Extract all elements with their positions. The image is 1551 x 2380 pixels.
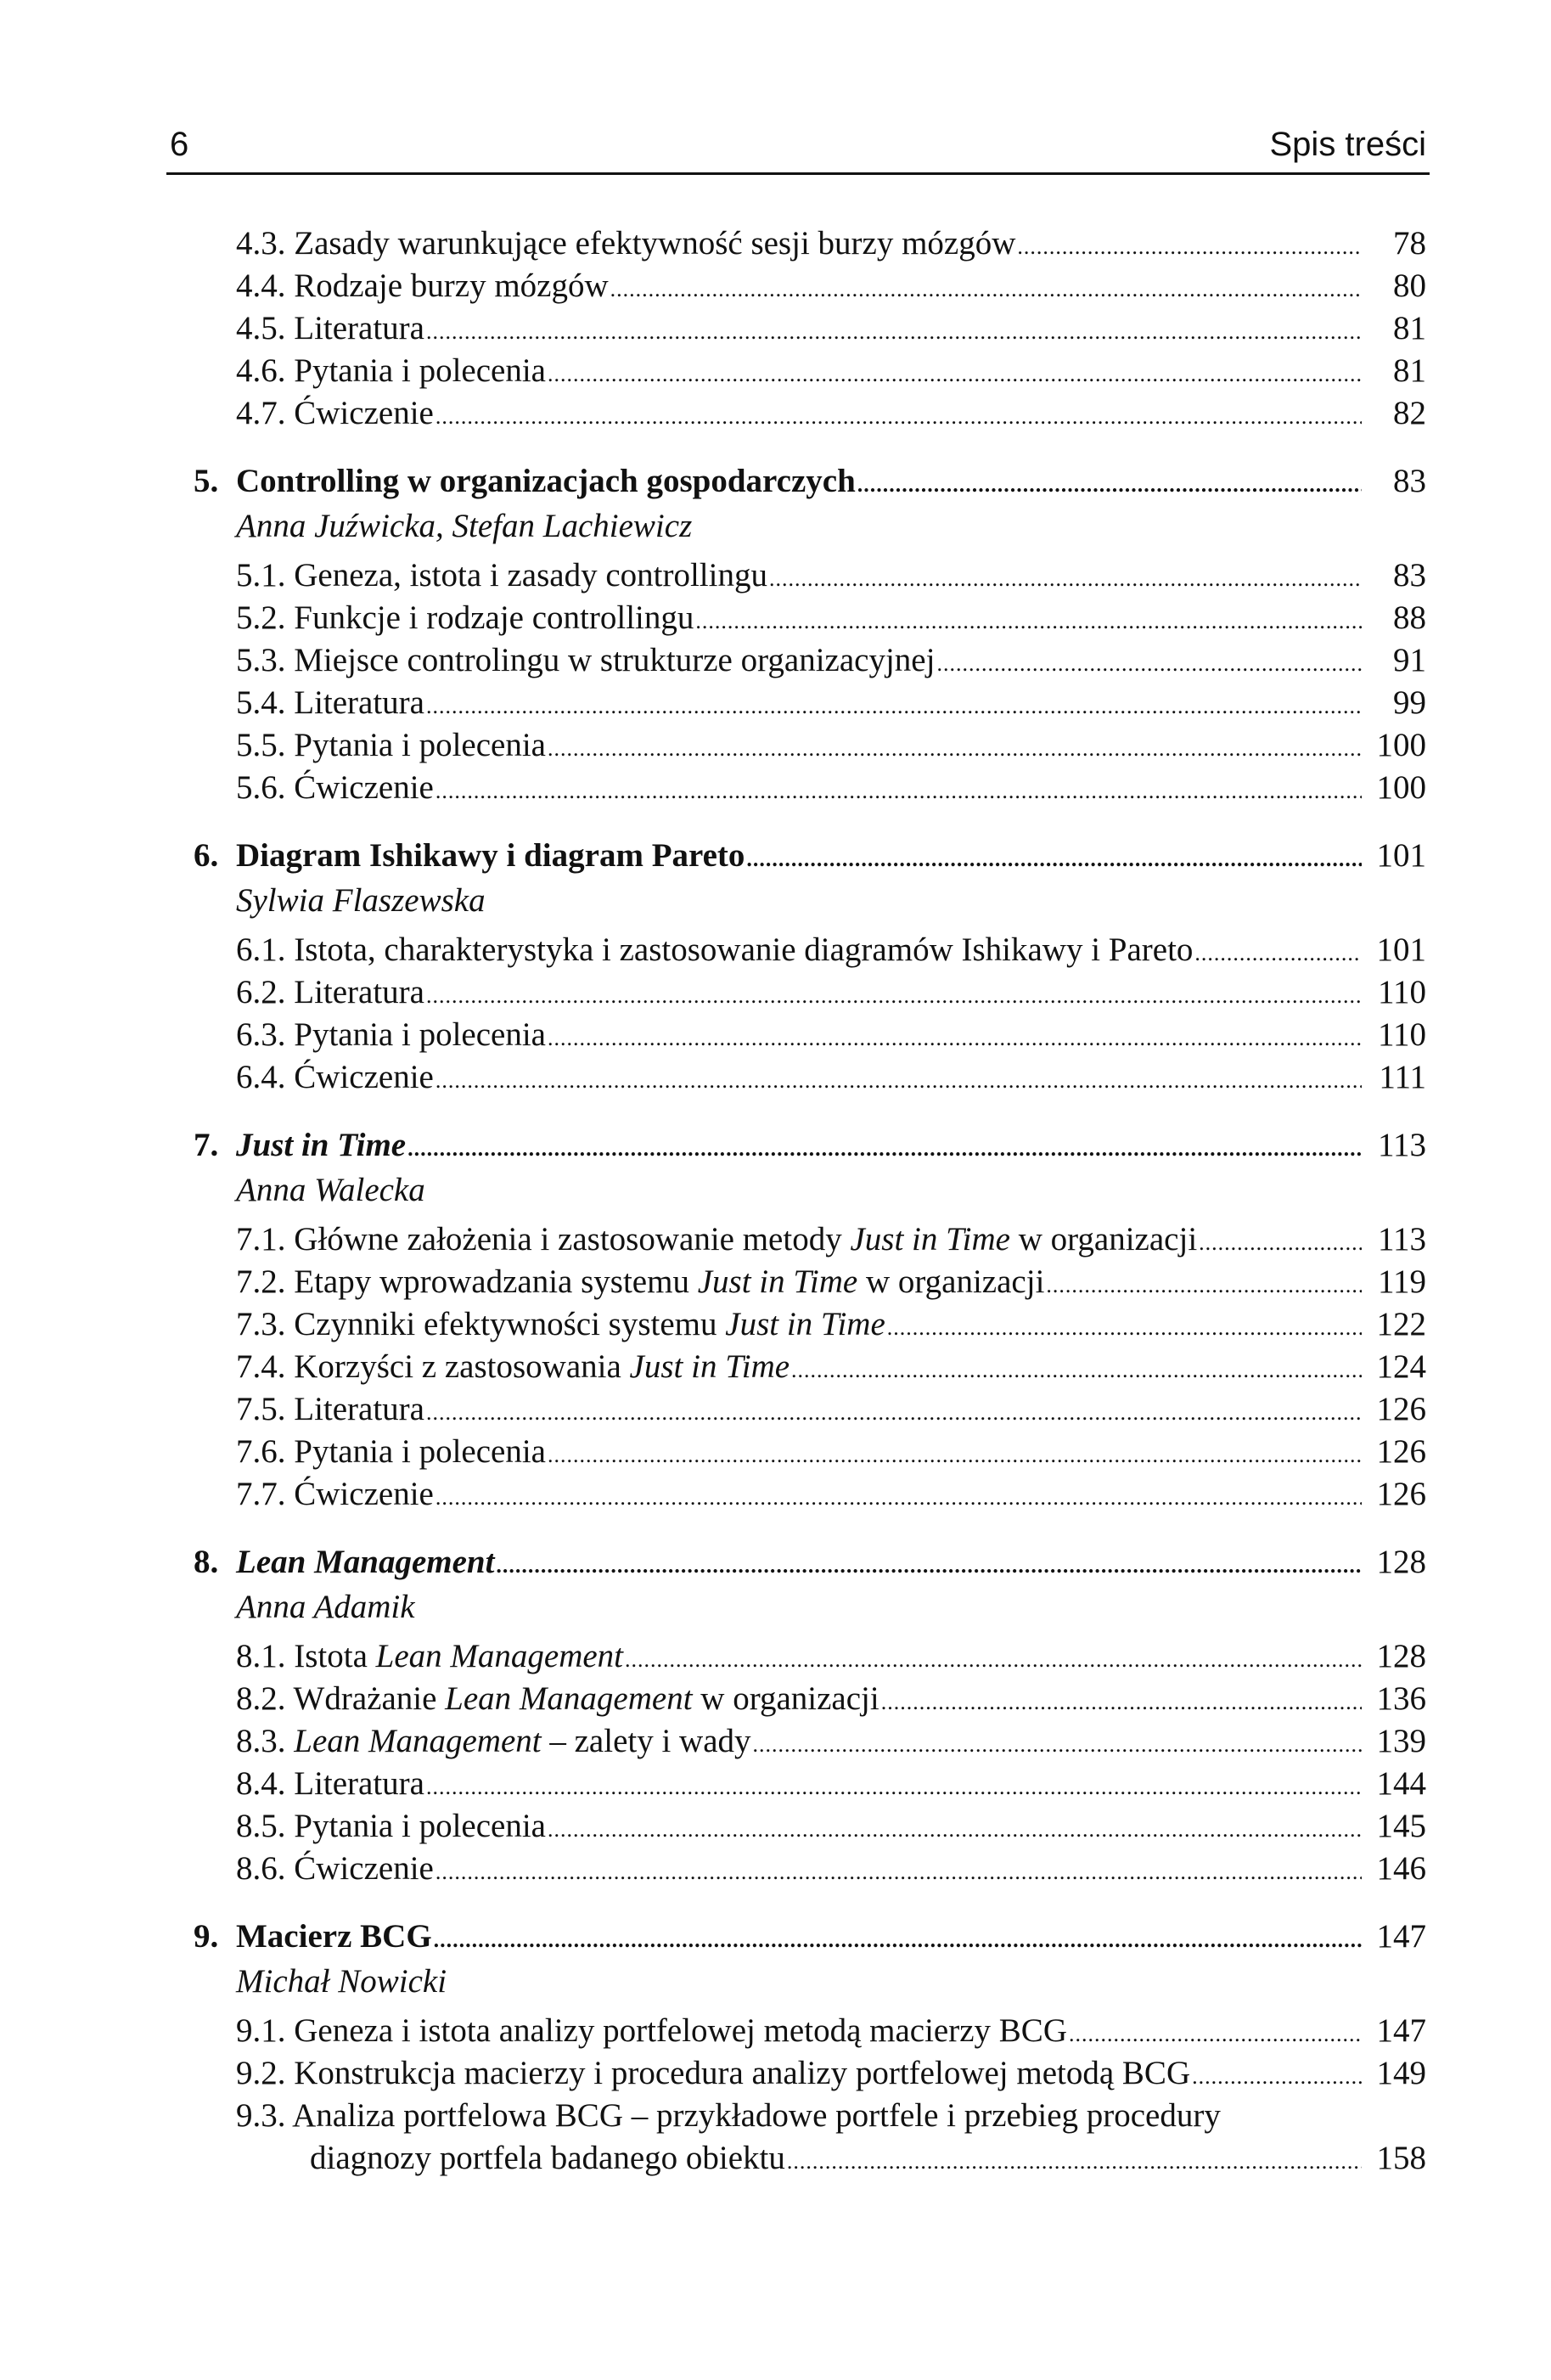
title-part: Just in Time [725, 1306, 885, 1342]
entry-title [194, 724, 546, 767]
dot-leader [548, 1809, 1362, 1851]
toc-entry [194, 1805, 1426, 1848]
title-part: Diagram Ishikawy i diagram Pareto [236, 837, 745, 874]
title-part: Lean Management [294, 1723, 542, 1759]
entry-title [194, 1848, 434, 1890]
title-part: 4.6. Pytania i polecenia [236, 352, 546, 389]
header-rule [166, 172, 1430, 175]
toc-entry [194, 1346, 1426, 1388]
dot-leader [426, 975, 1362, 1017]
dot-leader [436, 1851, 1362, 1893]
entry-title [194, 1763, 424, 1805]
title-part: 8.3. [236, 1723, 295, 1759]
page-ref: 88 [1393, 599, 1426, 636]
page-ref: 81 [1393, 352, 1426, 389]
dot-leader [857, 464, 1362, 506]
page-ref: 149 [1376, 2055, 1426, 2091]
dot-leader [426, 1392, 1362, 1434]
dot-leader [753, 1724, 1362, 1766]
title-part: 5.3. Miejsce controlingu w strukturze organizacyjnej [236, 642, 936, 678]
dot-leader [1046, 1264, 1362, 1307]
page-ref: 119 [1377, 1263, 1426, 1300]
entry-title [194, 1218, 1197, 1261]
toc-entry [194, 554, 1426, 597]
toc-entry [194, 1720, 1426, 1763]
page-ref: 147 [1376, 1918, 1426, 1955]
title-part: 7.3. Czynniki efektywności systemu [236, 1306, 726, 1342]
title-part: 4.7. Ćwiczenie [236, 395, 434, 431]
toc-entry [194, 307, 1426, 350]
title-part: 9.1. Geneza i istota analizy portfelowej metodą macierzy BCG [236, 2012, 1067, 2049]
toc-chapter [194, 460, 1426, 503]
title-part: w organizacji [1009, 1221, 1198, 1258]
title-part: 4.5. Literatura [236, 310, 424, 346]
toc-entry [194, 1261, 1426, 1303]
entry-title [236, 1916, 432, 1958]
entry-title [194, 222, 1015, 265]
title-part: 7.7. Ćwiczenie [236, 1476, 434, 1512]
title-part: Just in Time [236, 1127, 407, 1163]
page-ref: 99 [1393, 684, 1426, 721]
title-part: 5.6. Ćwiczenie [236, 769, 434, 806]
toc-entry [194, 222, 1426, 265]
title-part: 8.5. Pytania i polecenia [236, 1808, 546, 1844]
page-ref: 147 [1376, 2012, 1426, 2049]
page-ref: 146 [1376, 1850, 1426, 1887]
entry-title [194, 1388, 424, 1431]
page-ref: 144 [1376, 1765, 1426, 1802]
title-part: 8.1. Istota [236, 1638, 376, 1674]
entry-title [236, 835, 745, 877]
page-ref: 78 [1393, 225, 1426, 262]
page-ref: 128 [1376, 1638, 1426, 1674]
toc-entry [194, 1218, 1426, 1261]
chapter-author: Anna Walecka [236, 1172, 425, 1208]
title-part: – zalety i wady [541, 1723, 751, 1759]
title-part: diagnozy portfela badanego obiektu [310, 2140, 785, 2176]
dot-leader [1194, 932, 1362, 975]
entry-title [194, 1473, 434, 1516]
page-ref: 100 [1376, 769, 1426, 806]
dot-leader [436, 770, 1362, 813]
toc-entry [194, 767, 1426, 809]
title-part: 8.6. Ćwiczenie [236, 1850, 434, 1887]
chapter-number: 6. [194, 837, 219, 874]
dot-leader [881, 1681, 1362, 1724]
page-ref: 101 [1376, 837, 1426, 874]
entry-title [194, 1261, 1044, 1303]
toc-entry [194, 597, 1426, 639]
entry-title [194, 1805, 546, 1848]
dot-leader [434, 1919, 1362, 1961]
toc-entry [194, 639, 1426, 682]
dot-leader [610, 268, 1362, 311]
page-ref: 145 [1376, 1808, 1426, 1844]
entry-title [194, 597, 694, 639]
page-ref: 139 [1376, 1723, 1426, 1759]
dot-leader [1199, 1222, 1362, 1264]
toc-entry [194, 392, 1426, 435]
entry-title [194, 682, 424, 724]
entry-title [194, 307, 424, 350]
title-part: 4.4. Rodzaje burzy mózgów [236, 267, 609, 304]
title-part: Controlling w organizacjach gospodarczych [236, 463, 856, 499]
toc-chapter [194, 1916, 1426, 1958]
toc-entry [194, 350, 1426, 392]
toc-entry [194, 1678, 1426, 1720]
dot-leader [436, 1060, 1362, 1102]
running-header-title: Spis treści [1269, 126, 1426, 163]
entry-title [194, 265, 609, 307]
chapter-author: Anna Juźwicka, Stefan Lachiewicz [236, 508, 693, 544]
page-ref: 113 [1377, 1127, 1426, 1163]
page-ref: 110 [1377, 974, 1426, 1010]
title-part: 7.6. Pytania i polecenia [236, 1433, 546, 1470]
entry-title [194, 929, 1193, 971]
chapter-author: Michał Nowicki [236, 1963, 447, 2000]
toc-chapter [194, 1124, 1426, 1167]
page-number: 6 [170, 126, 189, 163]
page-ref: 110 [1377, 1016, 1426, 1053]
page-ref: 100 [1376, 727, 1426, 763]
title-part: Just in Time [697, 1263, 858, 1300]
chapter-author: Anna Adamik [236, 1589, 415, 1625]
chapter-number: 9. [194, 1918, 219, 1955]
title-part: Lean Management [375, 1638, 624, 1674]
title-part: Lean Management [236, 1544, 495, 1580]
title-part: 5.5. Pytania i polecenia [236, 727, 546, 763]
entry-title [194, 1346, 790, 1388]
entry-title [194, 2095, 1221, 2137]
toc-chapter [194, 835, 1426, 877]
title-part: 6.4. Ćwiczenie [236, 1059, 434, 1095]
title-part: 8.2. Wdrażanie [236, 1680, 446, 1717]
dot-leader [1069, 2013, 1362, 2056]
entry-title [194, 350, 546, 392]
dot-leader [548, 353, 1362, 396]
dot-leader [695, 600, 1362, 643]
chapter-number: 7. [194, 1127, 219, 1163]
toc-entry [194, 1763, 1426, 1805]
page-ref: 101 [1376, 931, 1426, 968]
entry-title [194, 639, 935, 682]
title-part: 7.5. Literatura [236, 1391, 424, 1427]
toc-entry [194, 1431, 1426, 1473]
title-part: 7.2. Etapy wprowadzania systemu [236, 1263, 698, 1300]
title-part: 4.3. Zasady warunkujące efektywność sesji burzy mózgów [236, 225, 1016, 262]
toc-entry [194, 724, 1426, 767]
entry-title [194, 1635, 623, 1678]
toc-entry [194, 265, 1426, 307]
title-part: 6.3. Pytania i polecenia [236, 1016, 546, 1053]
toc-chapter [194, 1541, 1426, 1584]
entry-title [194, 767, 434, 809]
page-ref: 124 [1376, 1348, 1426, 1385]
toc-entry [194, 971, 1426, 1014]
toc-entry [194, 682, 1426, 724]
page-ref: 111 [1379, 1059, 1426, 1095]
toc-entry [194, 2137, 1426, 2180]
title-part: 5.4. Literatura [236, 684, 424, 721]
title-part: 5.1. Geneza, istota i zasady controllingu [236, 557, 767, 594]
entry-title [236, 1124, 406, 1167]
page-ref: 158 [1376, 2140, 1426, 2176]
entry-title [236, 460, 856, 503]
title-part: Just in Time [850, 1221, 1010, 1258]
chapter-author: Sylwia Flaszewska [236, 882, 486, 919]
page-ref: 126 [1376, 1391, 1426, 1427]
page-ref: 80 [1393, 267, 1426, 304]
page-ref: 91 [1393, 642, 1426, 678]
dot-leader [936, 643, 1362, 685]
dot-leader [496, 1544, 1362, 1587]
dot-leader [1192, 2056, 1362, 2098]
title-part: 5.2. Funkcje i rodzaje controllingu [236, 599, 694, 636]
dot-leader [769, 558, 1362, 600]
page-ref: 128 [1376, 1544, 1426, 1580]
table-of-contents [194, 222, 1426, 2180]
chapter-number: 5. [194, 463, 219, 499]
page-ref: 83 [1393, 557, 1426, 594]
dot-leader [407, 1128, 1362, 1170]
title-part: Just in Time [629, 1348, 790, 1385]
title-part: 8.4. Literatura [236, 1765, 424, 1802]
page-ref: 113 [1377, 1221, 1426, 1258]
page-ref: 126 [1376, 1433, 1426, 1470]
dot-leader [1017, 226, 1362, 268]
title-part: w organizacji [692, 1680, 879, 1717]
toc-entry [194, 1303, 1426, 1346]
title-part: Lean Management [445, 1680, 693, 1717]
title-part: 6.2. Literatura [236, 974, 424, 1010]
page-ref: 81 [1393, 310, 1426, 346]
dot-leader [791, 1349, 1362, 1392]
toc-entry [194, 929, 1426, 971]
page-ref: 82 [1393, 395, 1426, 431]
entry-title [194, 1431, 546, 1473]
toc-entry [194, 1473, 1426, 1516]
chapter-number: 8. [194, 1544, 219, 1580]
title-part: Macierz BCG [236, 1918, 432, 1955]
dot-leader [548, 728, 1362, 770]
title-part: 9.2. Konstrukcja macierzy i procedura analizy portfelowej metodą BCG [236, 2055, 1191, 2091]
toc-entry [194, 1848, 1426, 1890]
entry-title [194, 554, 767, 597]
title-part: 7.1. Główne założenia i zastosowanie metody [236, 1221, 851, 1258]
entry-title [194, 1303, 885, 1346]
toc-entry [194, 1388, 1426, 1431]
toc-entry [194, 2052, 1426, 2095]
toc-entry [194, 2010, 1426, 2052]
toc-entry [194, 1635, 1426, 1678]
title-part: 6.1. Istota, charakterystyka i zastosowanie diagramów Ishikawy i Pareto [236, 931, 1194, 968]
entry-title [194, 392, 434, 435]
page-ref: 126 [1376, 1476, 1426, 1512]
dot-leader [746, 838, 1362, 881]
entry-title [194, 2052, 1190, 2095]
dot-leader [436, 396, 1362, 438]
entry-title [194, 2137, 785, 2180]
toc-entry [194, 1056, 1426, 1099]
entry-title [194, 1720, 751, 1763]
dot-leader [426, 685, 1362, 728]
entry-title [194, 2010, 1067, 2052]
dot-leader [426, 1766, 1362, 1809]
page-ref: 83 [1393, 463, 1426, 499]
dot-leader [887, 1307, 1362, 1349]
entry-title [194, 1014, 546, 1056]
dot-leader [548, 1434, 1362, 1477]
dot-leader [436, 1477, 1362, 1519]
entry-title [194, 1056, 434, 1099]
entry-title [236, 1541, 494, 1584]
title-part: 9.3. Analiza portfelowa BCG – przykładowe portfele i przebieg procedury [236, 2097, 1221, 2134]
title-part: 7.4. Korzyści z zastosowania [236, 1348, 630, 1385]
dot-leader [426, 311, 1362, 353]
page-ref: 136 [1376, 1680, 1426, 1717]
dot-leader [625, 1639, 1362, 1681]
page-ref: 122 [1376, 1306, 1426, 1342]
entry-title [194, 1678, 879, 1720]
dot-leader [548, 1017, 1362, 1060]
dot-leader [787, 2141, 1362, 2183]
title-part: w organizacji [857, 1263, 1045, 1300]
toc-entry [194, 1014, 1426, 1056]
entry-title [194, 971, 424, 1014]
toc-entry [194, 2095, 1426, 2137]
